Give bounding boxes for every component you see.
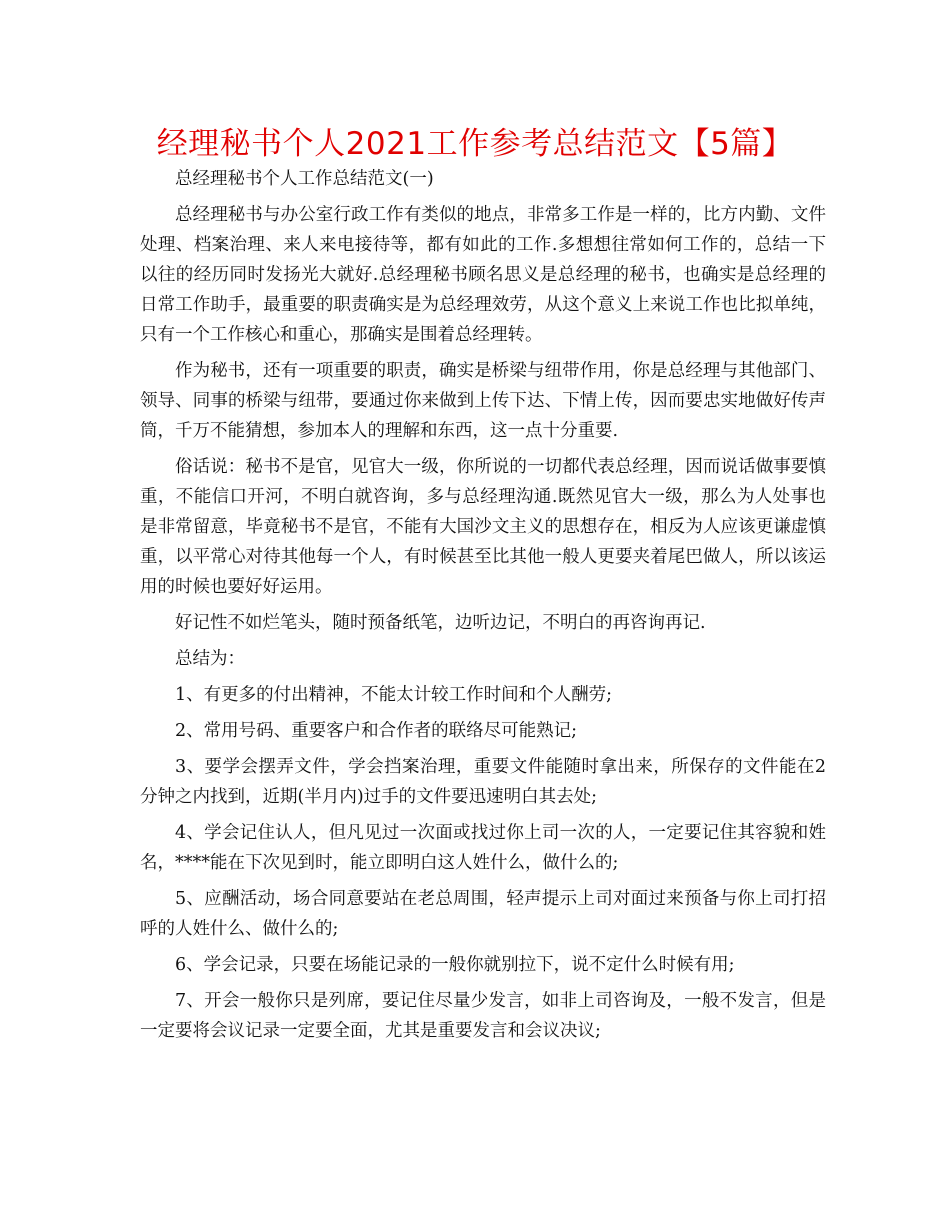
paragraph: 俗话说：秘书不是官，见官大一级，你所说的一切都代表总经理，因而说话做事要慎重，不能信口开河，不明白就咨询，多与总经理沟通.既然见官大一级，那么为人处事也是非常留意，毕竟秘书不是官，不能有大国沙文主义的思想存在，相反为人应该更谦虚慎重，以平常心对待其他每一个人，有时候甚至比其他一般人更要夹着尾巴做人，所以该运用的时候也要好好运用。 <box>140 457 826 597</box>
document-title: 经理秘书个人2021工作参考总结范文【5篇】 <box>156 126 794 162</box>
paragraph: 总经理秘书与办公室行政工作有类似的地点，非常多工作是一样的，比方内勤、文件处理、档案治理、来人来电接待等，都有如此的工作.多想想往常如何工作的，总结一下以往的经历同时发扬光大就好.总经理秘书顾名思义是总经理的秘书，也确实是总经理的日常工作助手，最重要的职责确实是为总经理效劳，从这个意义上来说工作也比拟单纯，只有一个工作核心和重心，那确实是围着总经理转。 <box>140 205 826 345</box>
list-item: 6、学会记录，只要在场能记录的一般你就别拉下，说不定什么时候有用; <box>175 955 735 975</box>
paragraph: 好记性不如烂笔头，随时预备纸笔，边听边记，不明白的再咨询再记. <box>175 613 706 633</box>
document-body <box>140 164 826 1052</box>
list-item: 3、要学会摆弄文件，学会挡案治理，重要文件能随时拿出来，所保存的文件能在2分钟之内找到，近期(半月内)过手的文件要迅速明白其去处; <box>140 757 826 807</box>
section-heading: 总经理秘书个人工作总结范文(一) <box>175 169 434 189</box>
summary-heading: 总结为： <box>175 649 245 669</box>
list-item: 2、常用号码、重要客户和合作者的联络尽可能熟记; <box>175 721 578 741</box>
list-item: 7、开会一般你只是列席，要记住尽量少发言，如非上司咨询及，一般不发言，但是一定要将会议记录一定要全面，尤其是重要发言和会议决议; <box>140 991 826 1041</box>
list-item: 5、应酬活动，场合同意要站在老总周围，轻声提示上司对面过来预备与你上司打招呼的人姓什么、做什么的; <box>140 889 826 939</box>
list-item: 1、有更多的付出精神，不能太计较工作时间和个人酬劳; <box>175 685 613 705</box>
paragraph: 作为秘书，还有一项重要的职责，确实是桥梁与纽带作用，你是总经理与其他部门、领导、同事的桥梁与纽带，要通过你来做到上传下达、下情上传，因而要忠实地做好传声筒，千万不能猜想，参加本人的理解和东西，这一点十分重要. <box>140 361 826 441</box>
list-item: 4、学会记住认人，但凡见过一次面或找过你上司一次的人，一定要记住其容貌和姓名，****能在下次见到时，能立即明白这人姓什么，做什么的; <box>140 823 826 873</box>
